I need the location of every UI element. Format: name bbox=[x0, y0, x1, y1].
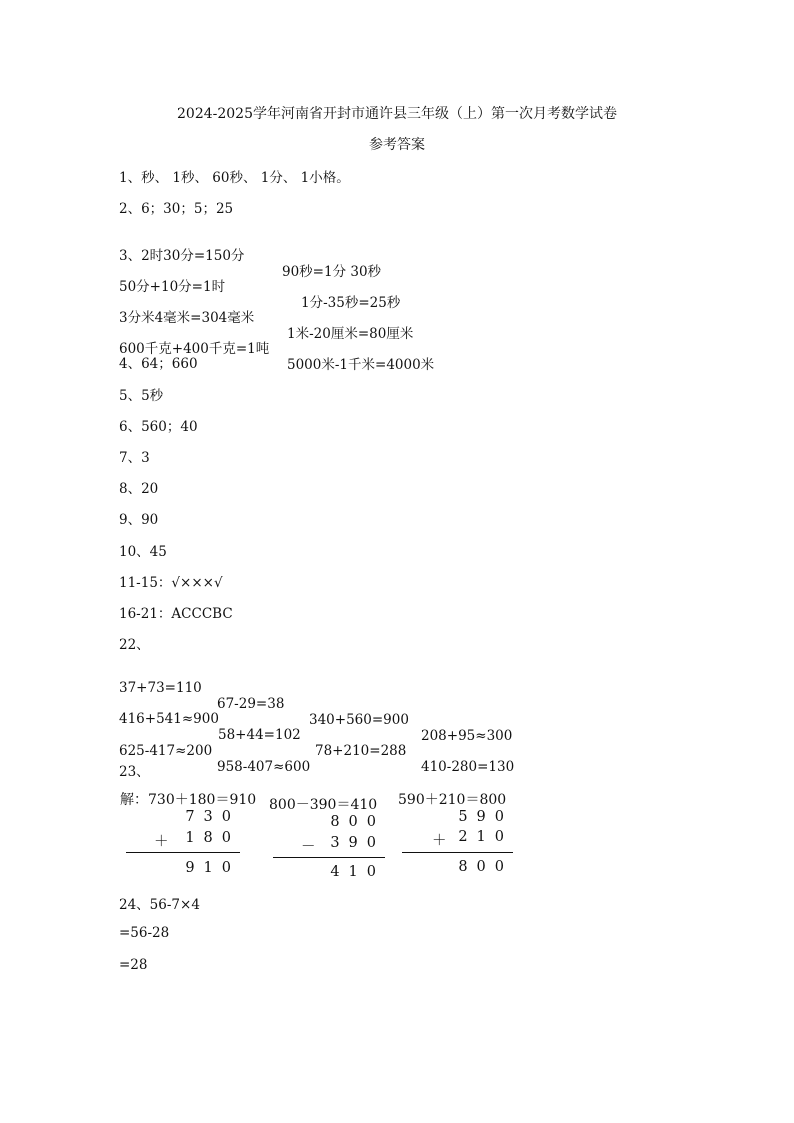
answer-q3-item: 1分-35秒=25秒 bbox=[301, 295, 401, 311]
page-subtitle: 参考答案 bbox=[369, 137, 425, 153]
answer-q24-line-1: 24、56-7×4 bbox=[119, 897, 200, 913]
calc-equation: 解：730＋180＝910 bbox=[120, 792, 257, 808]
vertical-calc-3 bbox=[398, 789, 513, 881]
answer-q22-item: 340+560=900 bbox=[309, 712, 409, 728]
answer-q22-item: 37+73=110 bbox=[119, 680, 202, 696]
answer-q22-label: 22、 bbox=[119, 637, 150, 653]
page-title: 2024-2025学年河南省开封市通许县三年级（上）第一次月考数学试卷 bbox=[177, 106, 617, 122]
answer-q2: 2、6；30；5；25 bbox=[119, 201, 234, 217]
calc-operator: ＋ bbox=[432, 833, 447, 849]
calc-top-number: 800 bbox=[330, 814, 385, 830]
calc-bottom-number: 390 bbox=[330, 835, 385, 851]
calc-divider-line bbox=[126, 852, 240, 853]
calc-operator: ＋ bbox=[154, 834, 169, 850]
answer-q3-item: 50分+10分=1时 bbox=[119, 279, 226, 295]
answer-q22-item: 416+541≈900 bbox=[119, 711, 219, 727]
answer-q4: 4、64；660 bbox=[119, 356, 198, 372]
answer-q22-item: 208+95≈300 bbox=[421, 728, 513, 744]
answer-q3-item: 1米-20厘米=80厘米 bbox=[287, 326, 414, 342]
answer-q3-item: 90秒=1分 30秒 bbox=[282, 264, 382, 280]
answer-q23-label: 23、 bbox=[119, 764, 150, 780]
answer-q6: 6、560；40 bbox=[119, 419, 198, 435]
answer-q7: 7、3 bbox=[119, 450, 150, 466]
calc-equation: 800－390＝410 bbox=[269, 797, 378, 813]
answer-q3-item: 5000米-1千米=4000米 bbox=[287, 357, 435, 373]
calc-divider-line bbox=[273, 857, 385, 858]
answer-q16-21: 16-21：ACCCBC bbox=[119, 606, 233, 622]
answer-q11-15: 11-15：√×××√ bbox=[119, 575, 223, 591]
calc-divider-line bbox=[402, 852, 513, 853]
answer-q9: 9、90 bbox=[119, 512, 159, 528]
answer-q22-item: 67-29=38 bbox=[217, 696, 285, 712]
answer-q22-item: 58+44=102 bbox=[218, 727, 301, 743]
calc-result: 800 bbox=[458, 859, 513, 875]
calc-operator: － bbox=[301, 839, 316, 855]
calc-result: 410 bbox=[330, 864, 385, 880]
calc-result: 910 bbox=[185, 860, 240, 876]
answer-q22-item: 625-417≈200 bbox=[119, 743, 213, 759]
calc-top-number: 730 bbox=[185, 809, 240, 825]
answer-q22-item: 78+210=288 bbox=[315, 743, 407, 759]
answer-q22-item: 958-407≈600 bbox=[217, 759, 311, 775]
answer-q24-line-3: =28 bbox=[119, 957, 148, 973]
answer-q5: 5、5秒 bbox=[119, 388, 164, 404]
answer-q1: 1、秒、 1秒、 60秒、 1分、 1小格。 bbox=[119, 170, 350, 186]
calc-top-number: 590 bbox=[458, 809, 513, 825]
calc-bottom-number: 180 bbox=[185, 830, 240, 846]
answer-q24-line-2: =56-28 bbox=[119, 925, 170, 941]
answer-q3-item: 3、2时30分=150分 bbox=[119, 248, 245, 264]
vertical-calc-1 bbox=[120, 789, 257, 881]
answer-q22-item: 410-280=130 bbox=[421, 759, 515, 775]
vertical-calc-2 bbox=[269, 794, 385, 886]
calc-bottom-number: 210 bbox=[458, 829, 513, 845]
answer-q3-item: 3分米4毫米=304毫米 bbox=[119, 310, 255, 326]
answer-q3-item: 600千克+400千克=1吨 bbox=[119, 341, 270, 357]
calc-equation: 590＋210＝800 bbox=[398, 792, 507, 808]
answer-q8: 8、20 bbox=[119, 481, 159, 497]
answer-q10: 10、45 bbox=[119, 544, 167, 560]
